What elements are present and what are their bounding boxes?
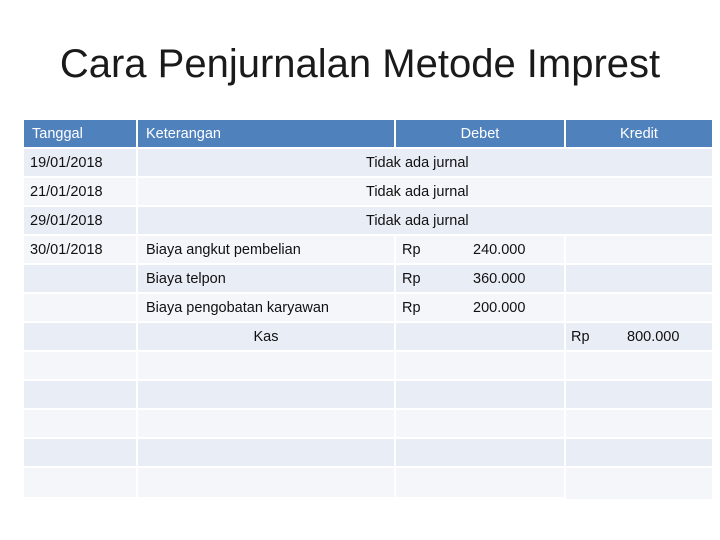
- table-row-empty: [396, 381, 566, 410]
- table-row-keterangan: [138, 294, 396, 323]
- table-row-date: [24, 294, 138, 323]
- row5-keterangan: Biaya telpon: [146, 270, 226, 287]
- row6-debet-currency: Rp: [402, 299, 421, 316]
- header-kredit: [566, 120, 712, 149]
- table-row-debet: [396, 323, 566, 352]
- header-keterangan: [138, 120, 396, 149]
- header-tanggal: [24, 120, 138, 149]
- table-row-kredit: [566, 294, 712, 323]
- table-row-empty: [24, 381, 138, 410]
- table-row-date: [24, 149, 138, 178]
- table-row-kredit: [566, 265, 712, 294]
- slide-title: Cara Penjurnalan Metode Imprest: [59, 42, 661, 86]
- row4-tanggal: 30/01/2018: [30, 241, 103, 258]
- table-row-merged: [138, 149, 712, 178]
- row7-keterangan: Kas: [253, 328, 279, 345]
- table-row-keterangan: [138, 323, 396, 352]
- table-row-empty: [396, 439, 566, 468]
- table-row-empty: [138, 439, 396, 468]
- table-row-empty: [566, 381, 712, 410]
- table-row-date: [24, 178, 138, 207]
- table-row-keterangan: [138, 236, 396, 265]
- table-row-empty: [138, 352, 396, 381]
- table-row-empty: [566, 439, 712, 468]
- row7-kredit-currency: Rp: [571, 328, 590, 345]
- table-row-empty: [24, 439, 138, 468]
- row5-debet-amount: 360.000: [473, 270, 526, 287]
- header-debet: [396, 120, 566, 149]
- table-row-empty: [24, 410, 138, 439]
- row5-debet-currency: Rp: [402, 270, 421, 287]
- table-row-empty: [396, 468, 566, 499]
- table-row-debet: [396, 236, 566, 265]
- table-row-empty: [566, 352, 712, 381]
- table-row-empty: [566, 410, 712, 439]
- row2-tanggal: 21/01/2018: [30, 183, 103, 200]
- header-kredit-label: Kredit: [620, 125, 658, 142]
- row2-note: Tidak ada jurnal: [366, 183, 469, 200]
- row1-note: Tidak ada jurnal: [366, 154, 469, 171]
- table-row-debet: [396, 294, 566, 323]
- table-row-empty: [566, 468, 712, 499]
- table-row-empty: [396, 352, 566, 381]
- row4-keterangan: Biaya angkut pembelian: [146, 241, 301, 258]
- row4-debet-currency: Rp: [402, 241, 421, 258]
- row3-tanggal: 29/01/2018: [30, 212, 103, 229]
- table-row-empty: [396, 410, 566, 439]
- journal-table: [24, 120, 712, 500]
- row6-debet-amount: 200.000: [473, 299, 526, 316]
- header-debet-label: Debet: [460, 125, 500, 142]
- table-row-kredit: [566, 236, 712, 265]
- table-row-date: [24, 207, 138, 236]
- table-row-keterangan: [138, 265, 396, 294]
- table-row-debet: [396, 265, 566, 294]
- row7-kredit-amount: 800.000: [627, 328, 680, 345]
- table-row-empty: [24, 468, 138, 499]
- table-row-date: [24, 265, 138, 294]
- row1-tanggal: 19/01/2018: [30, 154, 103, 171]
- table-row-merged: [138, 178, 712, 207]
- table-row-date: [24, 236, 138, 265]
- header-tanggal-label: Tanggal: [32, 125, 83, 142]
- header-keterangan-label: Keterangan: [146, 125, 221, 142]
- table-row-empty: [24, 352, 138, 381]
- table-row-empty: [138, 468, 396, 499]
- table-row-empty: [138, 381, 396, 410]
- row4-debet-amount: 240.000: [473, 241, 526, 258]
- table-row-date: [24, 323, 138, 352]
- table-row-merged: [138, 207, 712, 236]
- row3-note: Tidak ada jurnal: [366, 212, 469, 229]
- row6-keterangan: Biaya pengobatan karyawan: [146, 299, 329, 316]
- table-row-kredit: [566, 323, 712, 352]
- table-row-empty: [138, 410, 396, 439]
